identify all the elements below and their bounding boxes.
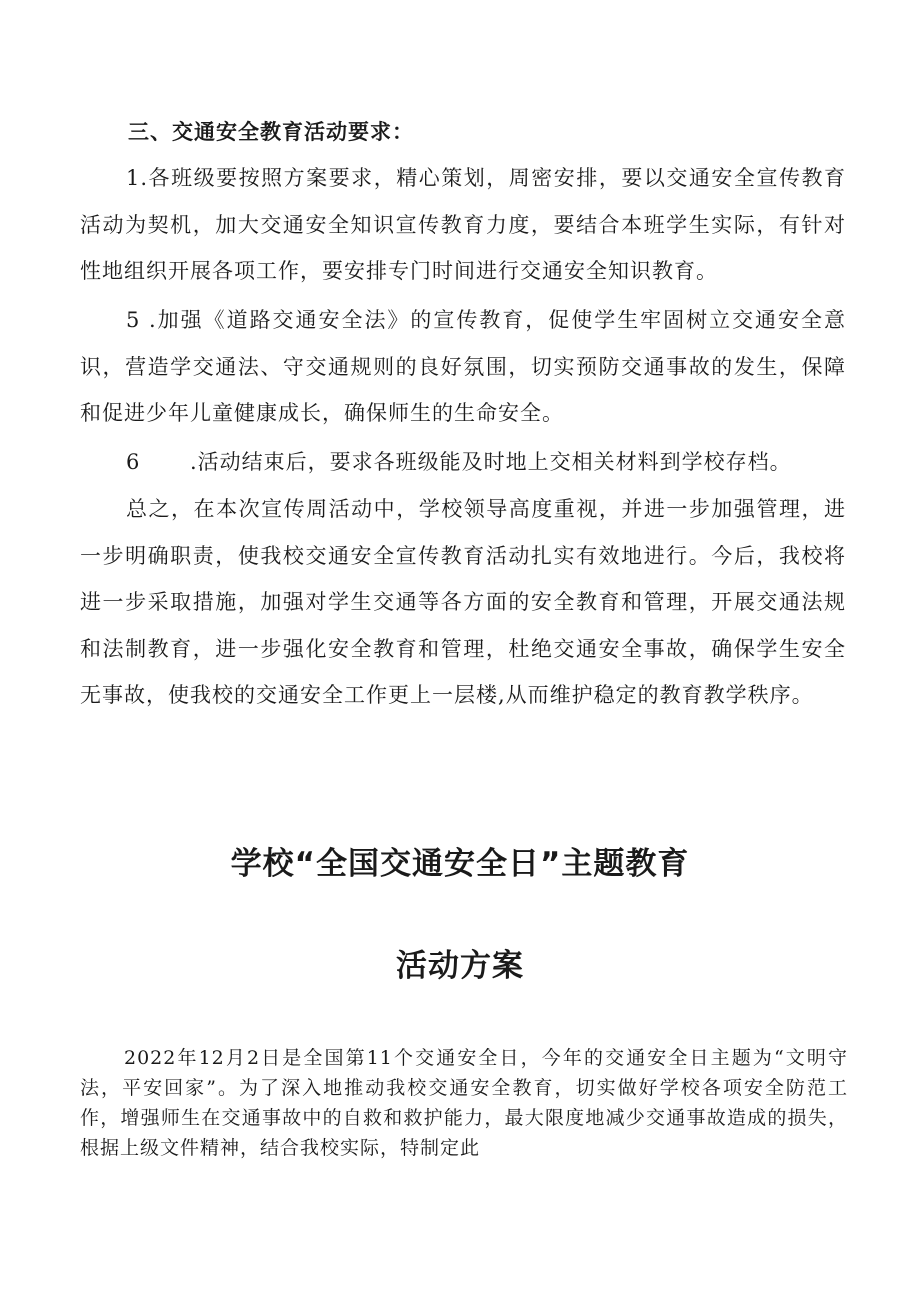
requirement-item-6 (80, 439, 846, 486)
intro-paragraph: 2022年12月2日是全国第11个交通安全日，今年的交通安全日主题为“文明守法，平安回家”。为了深入地推动我校交通安全教育，切实做好学校各项安全防范工作，增强师生在交通事故中的自救和救护能力，最大限度地减少交通事故造成的损失，根据上级文件精神，结合我校实际，特制定此 (80, 1047, 848, 1159)
requirement-number: 6 (126, 450, 141, 474)
document-title: 学校“全国交通安全日”主题教育 (230, 846, 690, 882)
document-subtitle: 活动方案 (396, 948, 524, 984)
requirement-item-1: 1.各班级要按照方案要求，精心策划，周密安排，要以交通安全宣传教育活动为契机，加大交通安全知识宣传教育力度，要结合本班学生实际，有针对性地组织开展各项工作，要安排专门时间进行交通安全知识教育。 (80, 166, 846, 283)
section-heading: 三、交通安全教育活动要求： (128, 120, 414, 144)
requirement-text: .活动结束后，要求各班级能及时地上交相关材料到学校存档。 (190, 450, 792, 474)
requirement-item-5: 5 .加强《道路交通安全法》的宣传教育，促使学生牢固树立交通安全意识，营造学交通法、守交通规则的良好氛围，切实预防交通事故的发生，保障和促进少年儿童健康成长，确保师生的生命安全。 (80, 308, 846, 425)
conclusion-paragraph: 总之，在本次宣传周活动中，学校领导高度重视，并进一步加强管理，进一步明确职责，使我校交通安全宣传教育活动扎实有效地进行。今后，我校将进一步采取措施，加强对学生交通等各方面的安全教育和管理，开展交通法规和法制教育，进一步强化安全教育和管理，杜绝交通安全事故，确保学生安全无事故，使我校的交通安全工作更上一层楼,从而维护稳定的教育教学秩序。 (80, 497, 846, 707)
